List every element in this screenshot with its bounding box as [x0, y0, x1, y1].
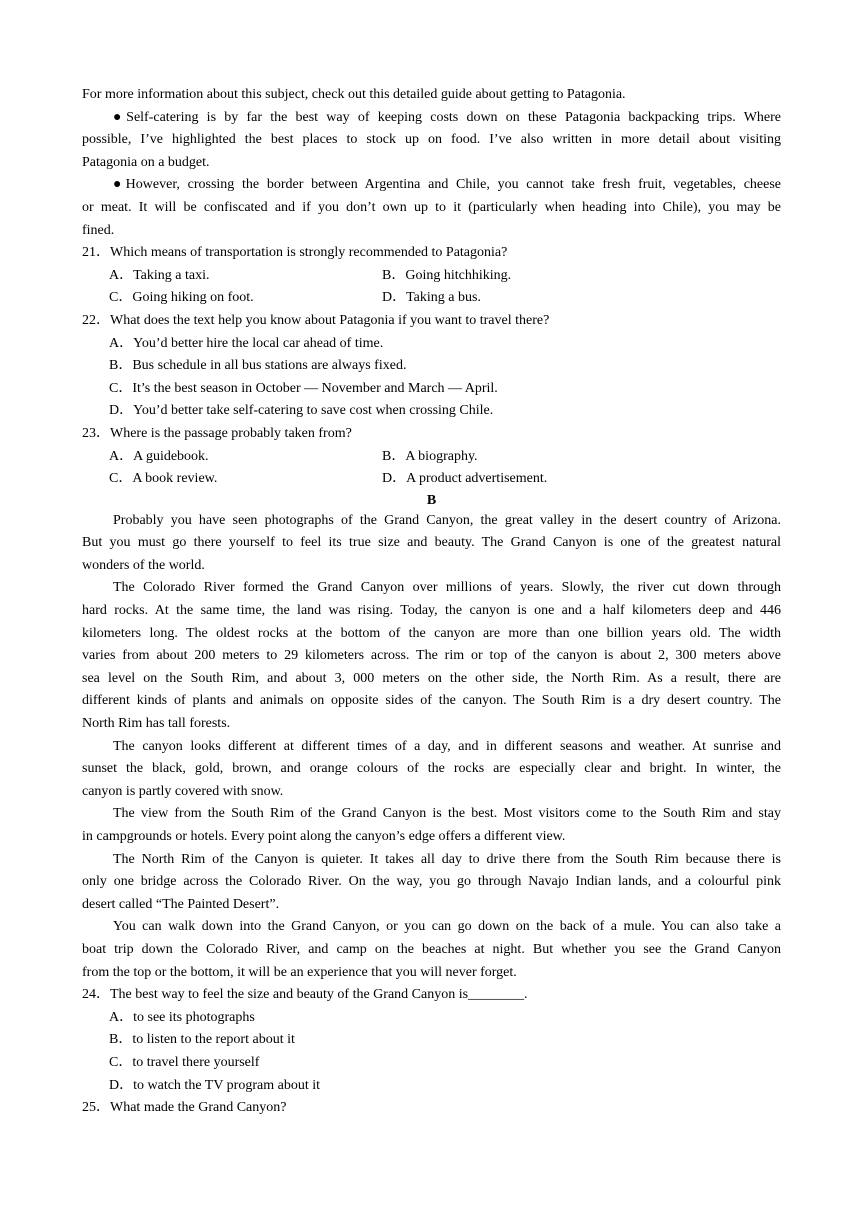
question-25-stem: 25．What made the Grand Canyon?	[82, 1100, 287, 1116]
passage-b-p5-line-3: desert called “The Painted Desert”.	[82, 896, 280, 912]
question-23-option-c: C．A book review.	[109, 471, 218, 487]
question-21-row-2	[82, 287, 781, 310]
question-24-stem: 24．The best way to feel the size and beauty of the Grand Canyon is________.	[82, 987, 528, 1003]
question-24-option-a: A．to see its photographs	[109, 1009, 255, 1025]
question-24-option-d: D．to watch the TV program about it	[109, 1077, 320, 1093]
passage-b-p2-line-2: hard rocks. At the same time, the land was rising. Today, the canyon is one and a half kilometers deep and 446	[82, 603, 781, 619]
passage-b-p5-line-1: The North Rim of the Canyon is quieter. It takes all day to drive there from the South Rim because there is	[113, 851, 781, 867]
question-21-option-a: A．Taking a taxi.	[109, 267, 210, 283]
question-23-stem: 23．Where is the passage probably taken from?	[82, 425, 352, 441]
passage-b-p3-line-1: The canyon looks different at different times of a day, and in different seasons and weather. At sunrise and	[113, 738, 781, 754]
question-23-row-2	[82, 468, 781, 491]
bullet-1-line-3: Patagonia on a budget.	[82, 154, 210, 170]
question-24-option-c: C．to travel there yourself	[109, 1054, 260, 1070]
document-page	[82, 84, 781, 1120]
bullet-2-line-2: or meat. It will be confiscated and if you don’t own up to it (particularly when heading into Chile), you may be	[82, 199, 781, 215]
question-22-option-d: D．You’d better take self-catering to save cost when crossing Chile.	[109, 403, 494, 419]
question-22-option-a: A．You’d better hire the local car ahead of time.	[109, 335, 384, 351]
passage-b-p6-line-3: from the top or the bottom, it will be an experience that you will never forget.	[82, 964, 517, 980]
passage-b-p3-line-2: sunset the black, gold, brown, and orange colours of the rocks are especially clear and bright. In winter, the	[82, 761, 781, 777]
passage-b-p2-line-4: varies from about 200 meters to 29 kilometers across. The rim or top of the canyon is about 2, 300 meters above	[82, 648, 781, 664]
passage-b-p2-line-5: sea level on the South Rim, and about 3, 000 meters on the other side, the North Rim. As a result, there are	[82, 670, 781, 686]
passage-b-p1-line-2: But you must go there yourself to feel its true size and beauty. The Grand Canyon is one of the greatest natural	[82, 535, 781, 551]
passage-b-p1-line-1: Probably you have seen photographs of the Grand Canyon, the great valley in the desert country of Arizona.	[113, 512, 781, 528]
question-23-option-a: A．A guidebook.	[109, 448, 209, 464]
section-b-heading: B	[426, 492, 437, 508]
question-22-option-b: B．Bus schedule in all bus stations are always fixed.	[109, 358, 407, 374]
bullet-2-line-3: fined.	[82, 222, 115, 238]
question-21-option-b: B．Going hitchhiking.	[382, 267, 512, 283]
passage-b-p4-line-2: in campgrounds or hotels. Every point along the canyon’s edge offers a different view.	[82, 829, 566, 844]
passage-b-p6-line-1: You can walk down into the Grand Canyon, or you can go down on the back of a mule. You can also take a	[113, 919, 781, 935]
question-23-option-d: D．A product advertisement.	[382, 471, 548, 487]
passage-b-p6-line-2: boat trip down the Colorado River, and camp on the beaches at night. But whether you see the Grand Canyon	[82, 941, 781, 957]
intro-line: For more information about this subject, check out this detailed guide about getting to Patagonia.	[82, 87, 626, 102]
bullet-1-line-1: ●Self-catering is by far the best way of keeping costs down on these Patagonia backpacking trips. Where	[113, 109, 781, 125]
bullet-2-line-1: ●However, crossing the border between Argentina and Chile, you cannot take fresh fruit, vegetables, cheese	[113, 177, 781, 193]
passage-b-p2-line-1: The Colorado River formed the Grand Canyon over millions of years. Slowly, the river cut down through	[113, 580, 781, 596]
passage-b-p3-line-3: canyon is partly covered with snow.	[82, 783, 284, 799]
passage-b-p1-line-3: wonders of the world.	[82, 557, 205, 573]
question-22-option-c: C．It’s the best season in October — November and March — April.	[109, 380, 498, 396]
question-24-option-b: B．to listen to the report about it	[109, 1032, 295, 1048]
passage-b-p4-line-1: The view from the South Rim of the Grand Canyon is the best. Most visitors come to the South Rim and stay	[113, 806, 781, 822]
passage-b-p2-line-7: North Rim has tall forests.	[82, 716, 231, 732]
passage-b-p2-line-6: different kinds of plants and animals on opposite sides of the canyon. The South Rim is a dry desert country. The	[82, 693, 781, 709]
question-23-option-b: B．A biography.	[382, 448, 478, 464]
question-21-option-d: D．Taking a bus.	[382, 290, 481, 306]
question-22-stem: 22．What does the text help you know about Patagonia if you want to travel there?	[82, 312, 550, 328]
question-21-option-c: C．Going hiking on foot.	[109, 290, 254, 306]
passage-b-p2-line-3: kilometers long. The oldest rocks at the bottom of the canyon are more than one billion years old. The width	[82, 625, 781, 641]
question-21-row-1	[82, 265, 781, 288]
question-23-row-1	[82, 446, 781, 469]
bullet-1-line-2: possible, I’ve highlighted the best places to stock up on food. I’ve also written in more detail about visiting	[82, 132, 781, 148]
passage-b-p5-line-2: only one bridge across the Colorado River. On the way, you go through Navajo Indian lands, and a colourful pink	[82, 874, 781, 890]
question-21-stem: 21．Which means of transportation is strongly recommended to Patagonia?	[82, 245, 508, 261]
